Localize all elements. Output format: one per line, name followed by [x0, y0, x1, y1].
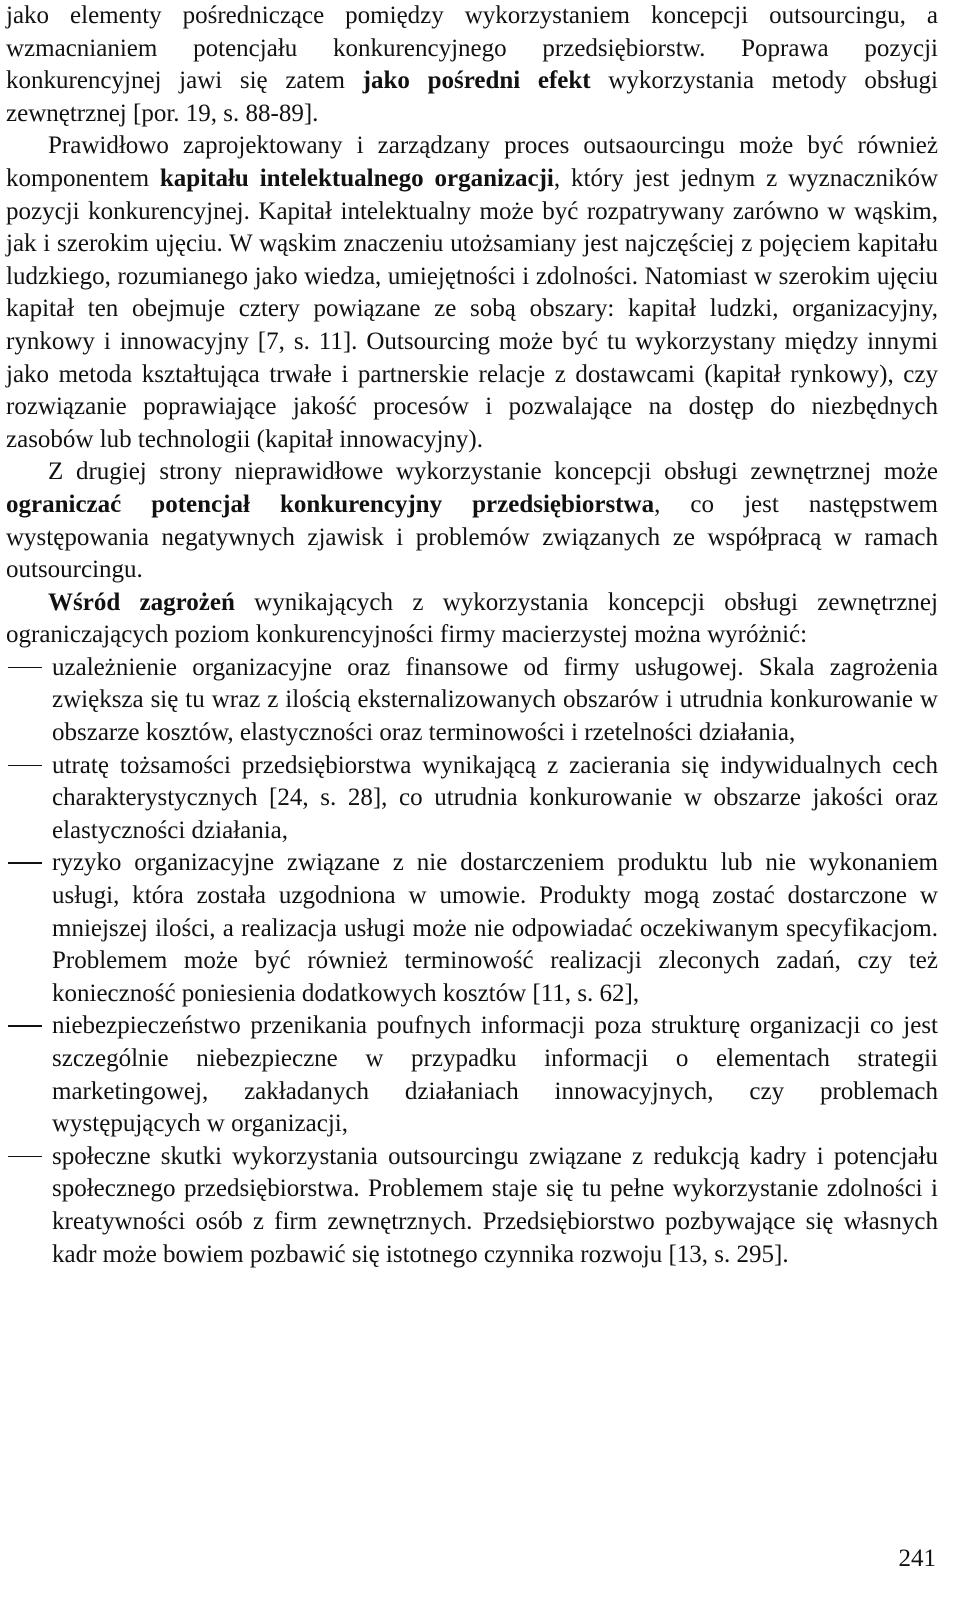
- paragraph-2-text-a: Prawidłowo zaprojektowany i zarządzany proces outsaourcingu może być również komponentem: [6, 132, 938, 192]
- list-item: [6, 1141, 938, 1271]
- list-item: [6, 847, 938, 1010]
- paragraph-2: [6, 130, 938, 456]
- paragraph-1-text-a: jako elementy pośredniczące pomiędzy wykorzystaniem koncepcji outsourcingu, a wzmacnianiem potencjału konkurencyjnego przedsiębiorstw. Poprawa pozycji konkurencyjnej jawi się zatem: [6, 2, 938, 95]
- threats-list: [6, 652, 938, 1271]
- paragraph-1-emphasis: jako pośredni efekt: [362, 67, 591, 95]
- list-item-text: ryzyko organizacyjne związane z nie dostarczeniem produktu lub nie wykonaniem usługi, która została uzgodniona w umowie. Produkty mogą zostać dostarczone w mniejszej ilości, a realizacja usługi może nie odpowiadać oczekiwanym specyfikacjom. Problemem może być również terminowość realizacji zleconych zadań, czy też konieczność poniesienia dodatkowych kosztów [11, s. 62],: [52, 849, 938, 1007]
- paragraph-3-text-b: , co jest następstwem występowania negatywnych zjawisk i problemów związanych ze współpracą w ramach outsourcingu.: [6, 490, 939, 584]
- paragraph-2-text-b: , który jest jednym z wyznaczników pozycji konkurencyjnej. Kapitał intelektualny może być rozpatrywany zarówno w wąskim, jak i szerokim ujęciu. W wąskim znaczeniu utożsamiany jest najczęściej z pojęciem kapitału ludzkiego, rozumianego jako wiedza, umiejętności i zdolności. Natomiast w szerokim ujęciu kapitał ten obejmuje cztery powiązane ze sobą obszary: kapitał ludzki, organizacyjny, rynkowy i innowacyjny [7, s. 11]. Outsourcing może być tu wykorzystany między innymi jako metoda kształtująca trwałe i partnerskie relacje z dostawcami (kapitał rynkowy), czy rozwiązanie poprawiające jakość procesów i pozwalające na dostęp do niezbędnych zasobów lub technologii (kapitał innowacyjny).: [6, 164, 939, 453]
- paragraph-3: [6, 456, 938, 586]
- paragraph-4: [6, 587, 938, 652]
- paragraph-1: [6, 0, 938, 130]
- list-item-text: uzależnienie organizacyjne oraz finansowe od firmy usługowej. Skala zagrożenia zwiększa się tu wraz z ilością eksternalizowanych obszarów i utrudnia konkurowanie w obszarze kosztów, elastyczności oraz terminowości i rzetelności działania,: [52, 653, 938, 747]
- paragraph-3-text-a: Z drugiej strony nieprawidłowe wykorzystanie koncepcji obsługi zewnętrznej może: [48, 458, 938, 486]
- document-page: [6, 0, 938, 1271]
- list-item-text: niebezpieczeństwo przenikania poufnych informacji poza strukturę organizacji co jest szczególnie niebezpieczne w przypadku informacji o elementach strategii marketingowej, zakładanych działaniach innowacyjnych, czy problemach występujących w organizacji,: [52, 1012, 938, 1138]
- page-number: 241: [898, 1545, 936, 1572]
- list-item: [6, 750, 938, 848]
- list-item: [6, 1010, 938, 1140]
- paragraph-4-text: wynikających z wykorzystania koncepcji obsługi zewnętrznej ograniczających poziom konkurencyjności firmy macierzystej można wyróżnić:: [6, 588, 938, 649]
- paragraph-2-emphasis: kapitału intelektualnego organizacji: [159, 164, 554, 192]
- paragraph-4-emphasis: Wśród zagrożeń: [48, 588, 235, 616]
- paragraph-1-text-b: wykorzystania metody obsługi zewnętrznej [por. 19, s. 88-89].: [6, 67, 939, 127]
- list-item-text: społeczne skutki wykorzystania outsourcingu związane z redukcją kadry i potencjału społecznego przedsiębiorstwa. Problemem staje się tu pełne wykorzystanie zdolności i kreatywności osób z firm zewnętrznych. Przedsiębiorstwo pozbywające się własnych kadr może bowiem pozbawić się istotnego czynnika rozwoju [13, s. 295].: [52, 1142, 938, 1268]
- paragraph-3-emphasis: ograniczać potencjał konkurencyjny przedsiębiorstwa: [6, 490, 655, 518]
- list-item: [6, 652, 938, 750]
- list-item-text: utratę tożsamości przedsiębiorstwa wynikającą z zacierania się indywidualnych cech charakterystycznych [24, s. 28], co utrudnia konkurowanie w obszarze jakości oraz elastyczności działania,: [52, 751, 938, 844]
